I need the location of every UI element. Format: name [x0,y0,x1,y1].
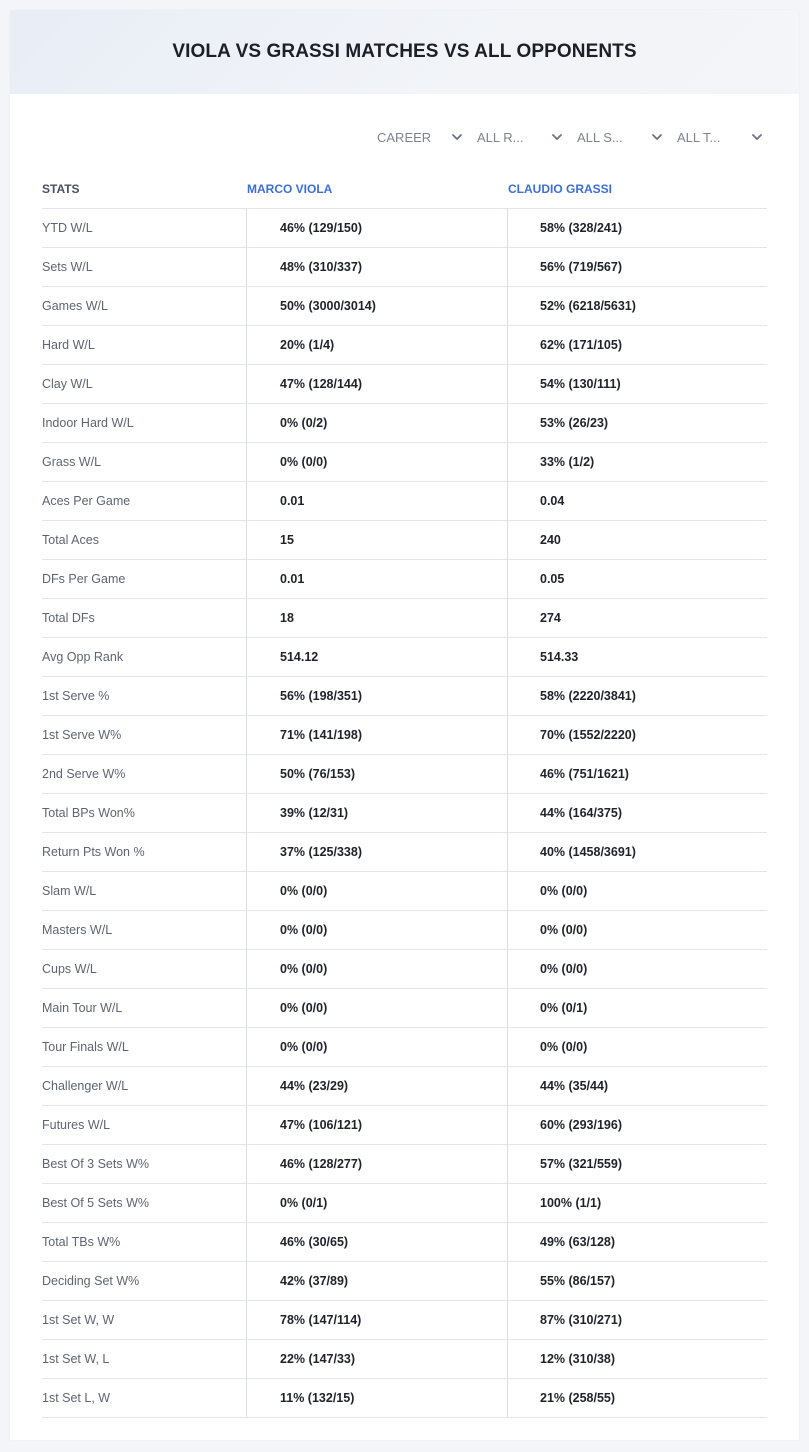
stats-table [42,170,767,1418]
stat-label: Futures W/L [42,1118,111,1132]
player-2-value: 514.33 [507,638,767,676]
player-2-value: 58% (2220/3841) [507,677,767,715]
stat-label: 1st Serve W% [42,728,122,742]
player-2-value: 0% (0/1) [507,989,767,1027]
stat-label: Tour Finals W/L [42,1040,129,1054]
select-value: CAREER [377,129,432,145]
player-2-value: 0% (0/0) [507,1028,767,1066]
stat-label: Slam W/L [42,884,97,898]
table-row [42,209,767,248]
player-1-value: 0% (0/0) [246,950,507,988]
table-row [42,950,767,989]
table-row [42,248,767,287]
filter-rounds[interactable] [467,126,567,148]
player-2-value: 52% (6218/5631) [507,287,767,325]
player-1-value: 0% (0/2) [246,404,507,442]
table-row [42,1301,767,1340]
stat-label: Challenger W/L [42,1079,129,1093]
player-1-value: 47% (106/121) [246,1106,507,1144]
stat-label: 1st Serve % [42,689,110,703]
player-2-value: 70% (1552/2220) [507,716,767,754]
player-2-value: 12% (310/38) [507,1340,767,1378]
stat-label: Best Of 3 Sets W% [42,1157,149,1171]
chevron-down-icon [451,131,463,143]
player-1-value: 46% (129/150) [246,209,507,247]
player-2-value: 100% (1/1) [507,1184,767,1222]
player-1-value: 11% (132/15) [246,1379,507,1417]
table-row [42,1067,767,1106]
table-row [42,911,767,950]
player-1-value: 47% (128/144) [246,365,507,403]
stat-label: Total BPs Won% [42,806,135,820]
player-1-value: 0% (0/0) [246,911,507,949]
stats-card [10,10,799,1440]
player-2-value: 55% (86/157) [507,1262,767,1300]
player-2-value: 49% (63/128) [507,1223,767,1261]
stat-label: Total DFs [42,611,95,625]
table-row [42,638,767,677]
player-1-value: 42% (37/89) [246,1262,507,1300]
player-2-value: 60% (293/196) [507,1106,767,1144]
header-stats: STATS [42,182,80,196]
player-1-value: 37% (125/338) [246,833,507,871]
chevron-down-icon [751,131,763,143]
header [10,10,799,94]
player-2-value: 87% (310/271) [507,1301,767,1339]
player-1-value: 0% (0/0) [246,989,507,1027]
table-header [42,170,767,209]
chevron-down-icon [551,131,563,143]
header-player-1[interactable]: MARCO VIOLA [247,182,333,196]
select-value: ALL T... [677,129,721,145]
player-1-value: 0.01 [246,560,507,598]
table-row [42,1340,767,1379]
filter-period[interactable] [367,126,467,148]
stat-label: 1st Set W, W [42,1313,115,1327]
stat-label: Deciding Set W% [42,1274,140,1288]
player-1-value: 50% (76/153) [246,755,507,793]
player-2-value: 56% (719/567) [507,248,767,286]
player-2-value: 33% (1/2) [507,443,767,481]
table-row [42,326,767,365]
player-2-value: 54% (130/111) [507,365,767,403]
player-2-value: 62% (171/105) [507,326,767,364]
player-1-value: 39% (12/31) [246,794,507,832]
player-2-value: 0.04 [507,482,767,520]
table-row [42,404,767,443]
player-1-value: 48% (310/337) [246,248,507,286]
stat-label: Total Aces [42,533,99,547]
table-row [42,677,767,716]
player-1-value: 46% (128/277) [246,1145,507,1183]
player-1-value: 71% (141/198) [246,716,507,754]
player-2-value: 53% (26/23) [507,404,767,442]
table-row [42,755,767,794]
filter-surfaces[interactable] [567,126,667,148]
stat-label: Indoor Hard W/L [42,416,134,430]
stat-label: Cups W/L [42,962,97,976]
player-1-value: 22% (147/33) [246,1340,507,1378]
table-row [42,365,767,404]
player-1-value: 50% (3000/3014) [246,287,507,325]
player-2-value: 57% (321/559) [507,1145,767,1183]
player-1-value: 0% (0/0) [246,1028,507,1066]
table-row [42,1028,767,1067]
header-player-2[interactable]: CLAUDIO GRASSI [508,182,613,196]
stat-label: Clay W/L [42,377,93,391]
player-2-value: 0.05 [507,560,767,598]
table-row [42,560,767,599]
player-1-value: 0% (0/1) [246,1184,507,1222]
player-1-value: 0.01 [246,482,507,520]
table-row [42,287,767,326]
player-2-value: 274 [507,599,767,637]
select-value: ALL R... [477,129,524,145]
table-row [42,1106,767,1145]
player-2-value: 40% (1458/3691) [507,833,767,871]
table-row [42,716,767,755]
select-value: ALL S... [577,129,623,145]
table-body [42,209,767,1418]
player-2-value: 0% (0/0) [507,950,767,988]
player-2-value: 0% (0/0) [507,872,767,910]
player-1-value: 514.12 [246,638,507,676]
table-row [42,872,767,911]
stat-label: Aces Per Game [42,494,131,508]
stat-label: 1st Set L, W [42,1391,111,1405]
player-1-value: 46% (30/65) [246,1223,507,1261]
stat-label: 2nd Serve W% [42,767,126,781]
table-row [42,521,767,560]
filter-tournaments[interactable] [667,126,767,148]
player-1-value: 20% (1/4) [246,326,507,364]
player-1-value: 18 [246,599,507,637]
stat-label: Sets W/L [42,260,93,274]
player-2-value: 44% (35/44) [507,1067,767,1105]
player-2-value: 46% (751/1621) [507,755,767,793]
stat-label: Games W/L [42,299,108,313]
table-row [42,1262,767,1301]
player-2-value: 44% (164/375) [507,794,767,832]
chevron-down-icon [651,131,663,143]
player-1-value: 0% (0/0) [246,443,507,481]
player-1-value: 44% (23/29) [246,1067,507,1105]
player-2-value: 0% (0/0) [507,911,767,949]
stat-label: Masters W/L [42,923,113,937]
stat-label: Hard W/L [42,338,95,352]
stat-label: Avg Opp Rank [42,650,124,664]
table-row [42,1379,767,1418]
stat-label: Grass W/L [42,455,102,469]
table-row [42,1145,767,1184]
stat-label: DFs Per Game [42,572,126,586]
table-row [42,794,767,833]
stat-label: Main Tour W/L [42,1001,123,1015]
stat-label: Return Pts Won % [42,845,145,859]
table-row [42,599,767,638]
player-1-value: 15 [246,521,507,559]
player-1-value: 0% (0/0) [246,872,507,910]
stat-label: Best Of 5 Sets W% [42,1196,149,1210]
stat-label: YTD W/L [42,221,93,235]
table-row [42,443,767,482]
table-row [42,482,767,521]
filter-bar [367,126,767,148]
player-2-value: 21% (258/55) [507,1379,767,1417]
table-row [42,1184,767,1223]
table-row [42,989,767,1028]
player-1-value: 78% (147/114) [246,1301,507,1339]
stat-label: Total TBs W% [42,1235,121,1249]
stat-label: 1st Set W, L [42,1352,110,1366]
player-2-value: 58% (328/241) [507,209,767,247]
player-1-value: 56% (198/351) [246,677,507,715]
table-row [42,833,767,872]
table-row [42,1223,767,1262]
page-title: VIOLA VS GRASSI MATCHES VS ALL OPPONENTS [172,41,637,62]
player-2-value: 240 [507,521,767,559]
